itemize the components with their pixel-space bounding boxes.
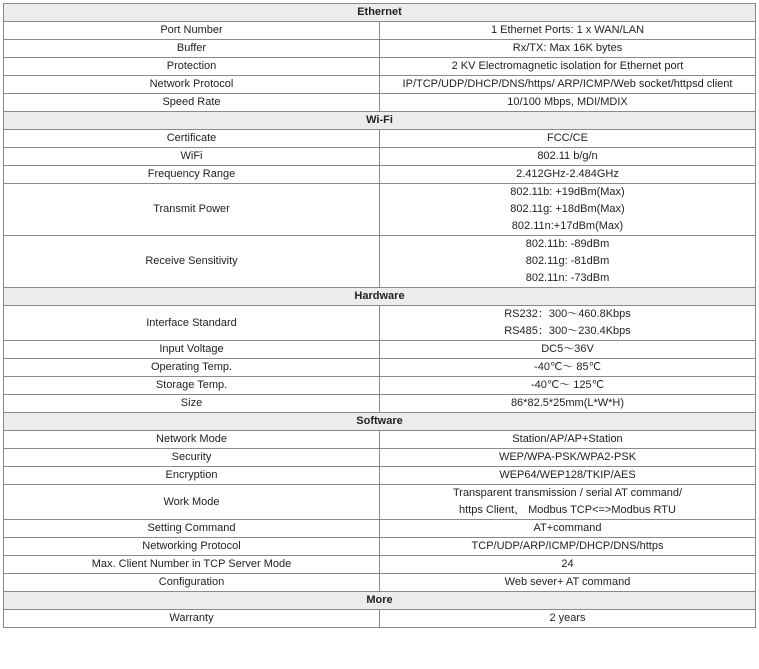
- spec-value: [380, 130, 756, 148]
- spec-value-line: TCP/UDP/ARP/ICMP/DHCP/DNS/https: [471, 540, 664, 552]
- spec-value-line: WEP/WPA-PSK/WPA2-PSK: [498, 451, 637, 463]
- spec-value-line: Transparent transmission / serial AT command/: [452, 487, 683, 499]
- spec-label: Warranty: [4, 610, 380, 628]
- spec-value-line: IP/TCP/UDP/DHCP/DNS/https/ ARP/ICMP/Web socket/httpsd client: [402, 78, 733, 90]
- spec-label: Buffer: [4, 40, 380, 58]
- spec-label: Protection: [4, 58, 380, 76]
- spec-row: [4, 236, 756, 288]
- section-title: More: [4, 592, 756, 610]
- spec-label: Work Mode: [4, 485, 380, 520]
- spec-value-line: Web sever+ AT command: [504, 576, 631, 588]
- spec-row: [4, 467, 756, 485]
- spec-value: [380, 467, 756, 485]
- spec-value-line: 802.11 b/g/n: [537, 150, 598, 162]
- spec-row: [4, 58, 756, 76]
- spec-value: [380, 574, 756, 592]
- spec-row: [4, 359, 756, 377]
- section-title: Ethernet: [4, 4, 756, 22]
- spec-row: [4, 76, 756, 94]
- spec-value-line: 2 years: [549, 612, 586, 624]
- section-title: Software: [4, 413, 756, 431]
- spec-row: [4, 431, 756, 449]
- spec-label: WiFi: [4, 148, 380, 166]
- section-header-more: [4, 592, 756, 610]
- spec-value-line: FCC/CE: [547, 132, 588, 144]
- spec-value: [380, 341, 756, 359]
- spec-value: [380, 610, 756, 628]
- section-title: Hardware: [4, 288, 756, 306]
- spec-row: [4, 538, 756, 556]
- spec-value: [380, 431, 756, 449]
- spec-value: [380, 76, 756, 94]
- spec-value: [380, 556, 756, 574]
- section-header-hardware: [4, 288, 756, 306]
- spec-value: [380, 148, 756, 166]
- spec-value-line: -40℃～ 125℃: [530, 379, 604, 391]
- spec-value: [380, 395, 756, 413]
- spec-value-line: 24: [561, 558, 574, 570]
- spec-label: Security: [4, 449, 380, 467]
- spec-label: Configuration: [4, 574, 380, 592]
- spec-row: [4, 377, 756, 395]
- spec-row: [4, 395, 756, 413]
- spec-value: [380, 377, 756, 395]
- section-header-ethernet: [4, 4, 756, 22]
- spec-value-line: WEP64/WEP128/TKIP/AES: [499, 469, 636, 481]
- spec-value-line: 2.412GHz-2.484GHz: [516, 168, 619, 180]
- spec-value-line: AT+command: [533, 522, 602, 534]
- spec-value-line: 1 Ethernet Ports: 1 x WAN/LAN: [490, 24, 645, 36]
- spec-row: [4, 520, 756, 538]
- spec-label: Size: [4, 395, 380, 413]
- spec-label: Network Mode: [4, 431, 380, 449]
- spec-value: [380, 184, 756, 236]
- spec-value-line: 2 KV Electromagnetic isolation for Ethernet port: [451, 60, 684, 72]
- spec-row: [4, 556, 756, 574]
- section-header-software: [4, 413, 756, 431]
- spec-row: [4, 40, 756, 58]
- spec-value-line: https Client、 Modbus TCP<=>Modbus RTU: [459, 504, 676, 516]
- spec-row: [4, 22, 756, 40]
- spec-label: Interface Standard: [4, 306, 380, 341]
- spec-label: Networking Protocol: [4, 538, 380, 556]
- spec-label: Certificate: [4, 130, 380, 148]
- spec-value-line: Rx/TX: Max 16K bytes: [512, 42, 623, 54]
- spec-value-line: 802.11n:+17dBm(Max): [511, 220, 624, 232]
- spec-label: Receive Sensitivity: [4, 236, 380, 288]
- spec-value: [380, 22, 756, 40]
- spec-label: Setting Command: [4, 520, 380, 538]
- spec-value: [380, 40, 756, 58]
- spec-label: Speed Rate: [4, 94, 380, 112]
- spec-value: [380, 94, 756, 112]
- spec-row: [4, 341, 756, 359]
- spec-row: [4, 166, 756, 184]
- spec-value: [380, 306, 756, 341]
- spec-row: [4, 574, 756, 592]
- section-header-wi-fi: [4, 112, 756, 130]
- spec-label: Frequency Range: [4, 166, 380, 184]
- spec-row: [4, 148, 756, 166]
- spec-row: [4, 184, 756, 236]
- spec-value-line: 802.11g: +18dBm(Max): [510, 203, 625, 215]
- spec-row: [4, 94, 756, 112]
- spec-value-line: DC5～36V: [541, 343, 594, 355]
- spec-table-body: [4, 4, 756, 628]
- spec-row: [4, 485, 756, 520]
- spec-value: [380, 485, 756, 520]
- spec-label: Encryption: [4, 467, 380, 485]
- spec-value-line: 802.11g: -81dBm: [525, 255, 610, 267]
- spec-label: Operating Temp.: [4, 359, 380, 377]
- spec-value-line: RS485：300～230.4Kbps: [504, 325, 631, 337]
- spec-value-line: -40℃～ 85℃: [534, 361, 601, 373]
- spec-row: [4, 306, 756, 341]
- spec-label: Input Voltage: [4, 341, 380, 359]
- spec-row: [4, 449, 756, 467]
- spec-row: [4, 610, 756, 628]
- spec-value: [380, 359, 756, 377]
- spec-value-line: 802.11n: -73dBm: [525, 272, 610, 284]
- spec-label: Transmit Power: [4, 184, 380, 236]
- spec-value-line: 802.11b: -89dBm: [525, 238, 610, 250]
- spec-value: [380, 520, 756, 538]
- spec-value-line: Station/AP/AP+Station: [512, 433, 623, 445]
- spec-value-line: 802.11b: +19dBm(Max): [510, 186, 625, 198]
- spec-value: [380, 538, 756, 556]
- spec-table: [3, 3, 756, 628]
- spec-value: [380, 449, 756, 467]
- spec-row: [4, 130, 756, 148]
- spec-value: [380, 236, 756, 288]
- spec-value: [380, 166, 756, 184]
- spec-label: Network Protocol: [4, 76, 380, 94]
- spec-value: [380, 58, 756, 76]
- spec-value-line: 10/100 Mbps, MDI/MDIX: [507, 96, 628, 108]
- spec-label: Max. Client Number in TCP Server Mode: [4, 556, 380, 574]
- spec-label: Port Number: [4, 22, 380, 40]
- spec-value-line: 86*82.5*25mm(L*W*H): [510, 397, 625, 409]
- spec-label: Storage Temp.: [4, 377, 380, 395]
- spec-value-line: RS232：300～460.8Kbps: [504, 308, 631, 320]
- section-title: Wi-Fi: [4, 112, 756, 130]
